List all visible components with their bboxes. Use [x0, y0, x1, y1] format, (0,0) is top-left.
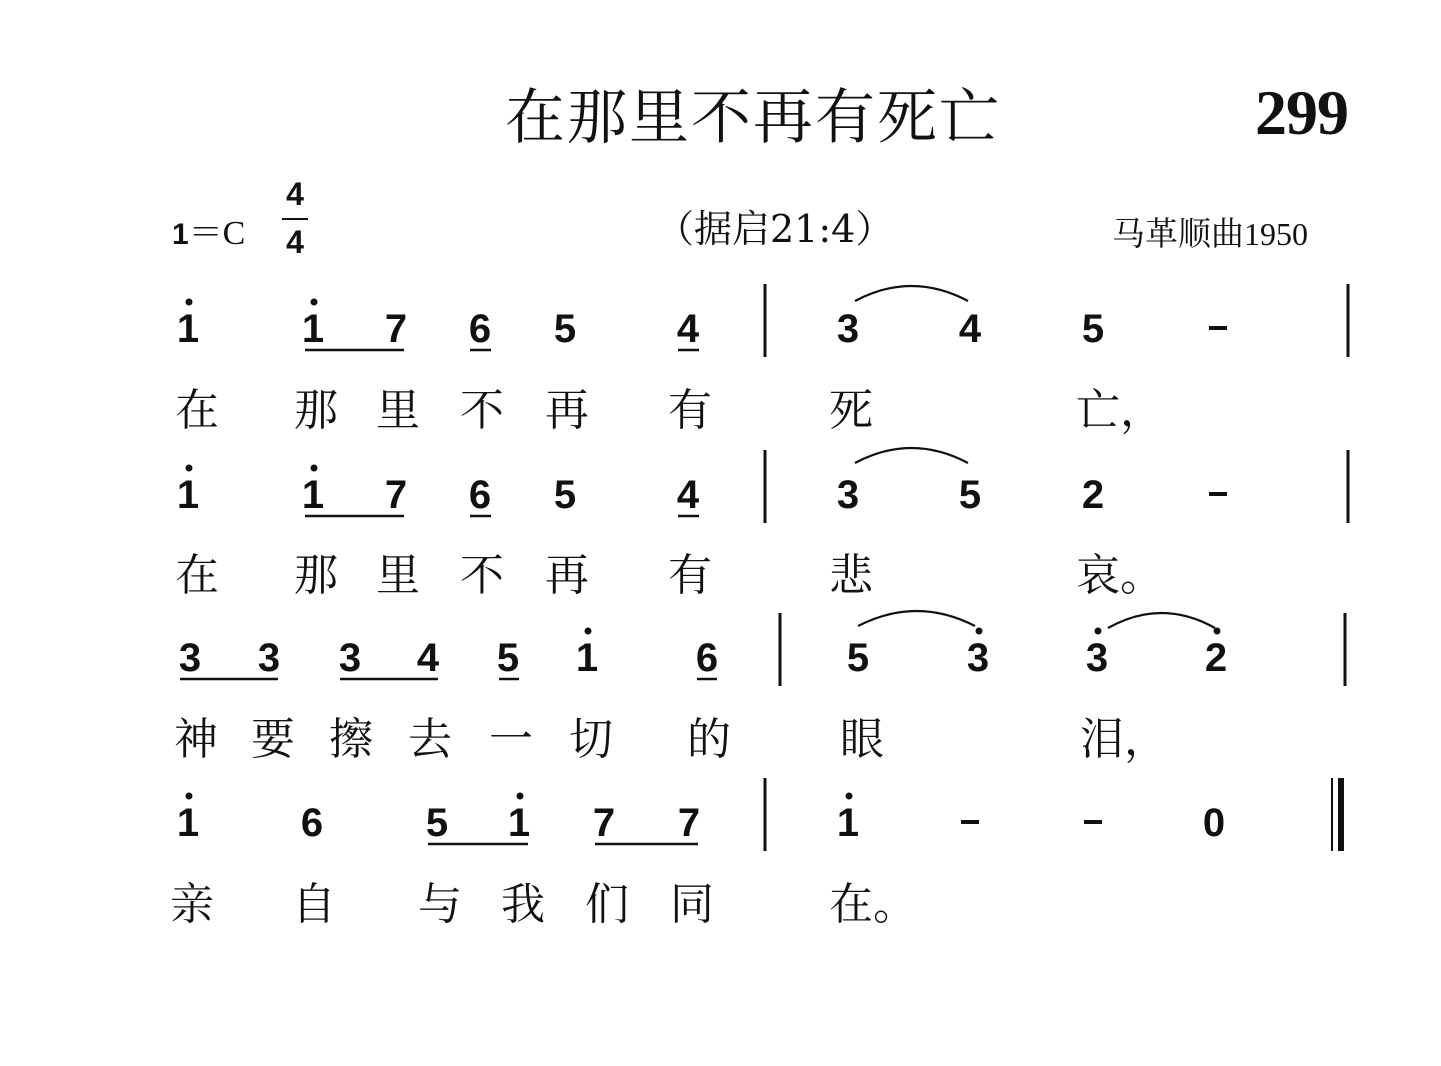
lyric-syllable: 要 [251, 714, 295, 765]
note: 5 [846, 636, 870, 680]
note: 7 [592, 801, 616, 845]
composer-name: 马革顺曲 [1112, 214, 1244, 253]
note: 3 [836, 473, 860, 517]
note: 4 [676, 473, 700, 517]
lyric-syllable: 在 [175, 385, 219, 436]
scripture-reference: （据启21:4） [656, 207, 894, 251]
slur [855, 448, 968, 463]
lyric-syllable: 不 [460, 550, 504, 601]
octave-dot-above [186, 465, 193, 472]
note: 7 [384, 307, 408, 351]
lyric-syllable: 亲 [170, 879, 214, 930]
hymn-number: 299 [1255, 77, 1348, 148]
key-do: 1 [172, 218, 189, 251]
note: 2 [1081, 473, 1105, 517]
note: 1 [301, 473, 325, 517]
note: 3 [966, 636, 990, 680]
lyric-syllable: 自 [292, 879, 336, 930]
note: 1 [176, 801, 200, 845]
note: 4 [416, 636, 440, 680]
lyric-syllable: 里 [376, 385, 420, 436]
lyric-syllable: 有 [668, 550, 712, 601]
lyric-syllable: 哀。 [1076, 550, 1164, 601]
lyric-syllable: 那 [294, 385, 338, 436]
note: 4 [958, 307, 982, 351]
note: 5 [1081, 307, 1105, 351]
note: 3 [178, 636, 202, 680]
octave-dot-above [976, 628, 983, 635]
note: 6 [300, 801, 324, 845]
octave-dot-above [186, 299, 193, 306]
lyric-syllable: 悲 [829, 550, 873, 601]
composer-year: 1950 [1244, 216, 1308, 252]
note: 1 [176, 307, 200, 351]
octave-dot-above [1095, 628, 1102, 635]
note: 3 [338, 636, 362, 680]
note: 7 [677, 801, 701, 845]
lyric-syllable: 一 [489, 714, 533, 765]
note: 6 [695, 636, 719, 680]
lyric-syllable: 死 [829, 385, 873, 436]
lyric-syllable: 那 [294, 550, 338, 601]
key-letter: ＝C [188, 215, 246, 252]
lyric-syllable: 与 [418, 879, 462, 930]
time-signature-top: 4 [286, 176, 304, 212]
note: 3 [257, 636, 281, 680]
lyric-syllable: 在。 [829, 879, 917, 930]
slur [858, 611, 975, 626]
lyric-syllable: 再 [545, 385, 589, 436]
note: 5 [958, 473, 982, 517]
lyric-syllable: 眼 [840, 714, 884, 765]
note: 6 [468, 307, 492, 351]
lyric-syllable: 亡， [1076, 385, 1164, 436]
note: 5 [553, 473, 577, 517]
lyric-syllable: 去 [408, 714, 452, 765]
note: 5 [496, 636, 520, 680]
note: 5 [553, 307, 577, 351]
note: 5 [425, 801, 449, 845]
lyric-syllable: 擦 [329, 714, 373, 765]
lyric-syllable: 的 [687, 714, 731, 765]
lyric-syllable: 再 [545, 550, 589, 601]
note: 2 [1204, 636, 1228, 680]
octave-dot-above [517, 793, 524, 800]
lyric-syllable: 泪， [1080, 714, 1168, 765]
hymn-title: 在那里不再有死亡 [505, 83, 1001, 153]
octave-dot-above [311, 299, 318, 306]
octave-dot-above [846, 793, 853, 800]
octave-dot-above [186, 793, 193, 800]
lyric-syllable: 切 [569, 714, 613, 765]
lyric-syllable: 在 [175, 550, 219, 601]
note: 1 [507, 801, 531, 845]
note: 3 [1085, 636, 1109, 680]
octave-dot-above [585, 628, 592, 635]
lyric-syllable: 不 [460, 385, 504, 436]
slur [855, 286, 968, 301]
time-signature-bottom: 4 [286, 224, 304, 260]
note: 7 [384, 473, 408, 517]
note: 0 [1202, 801, 1226, 845]
lyric-syllable: 有 [668, 385, 712, 436]
note: 1 [575, 636, 599, 680]
lyric-syllable: 同 [670, 879, 714, 930]
slur [1108, 613, 1215, 628]
lyric-syllable: 我 [501, 879, 545, 930]
octave-dot-above [311, 465, 318, 472]
note: 1 [836, 801, 860, 845]
note: 3 [836, 307, 860, 351]
lyric-syllable: 们 [585, 879, 629, 930]
lyric-syllable: 里 [376, 550, 420, 601]
note: 1 [176, 473, 200, 517]
note: 6 [468, 473, 492, 517]
note: 1 [301, 307, 325, 351]
lyric-syllable: 神 [174, 714, 218, 765]
note: 4 [676, 307, 700, 351]
